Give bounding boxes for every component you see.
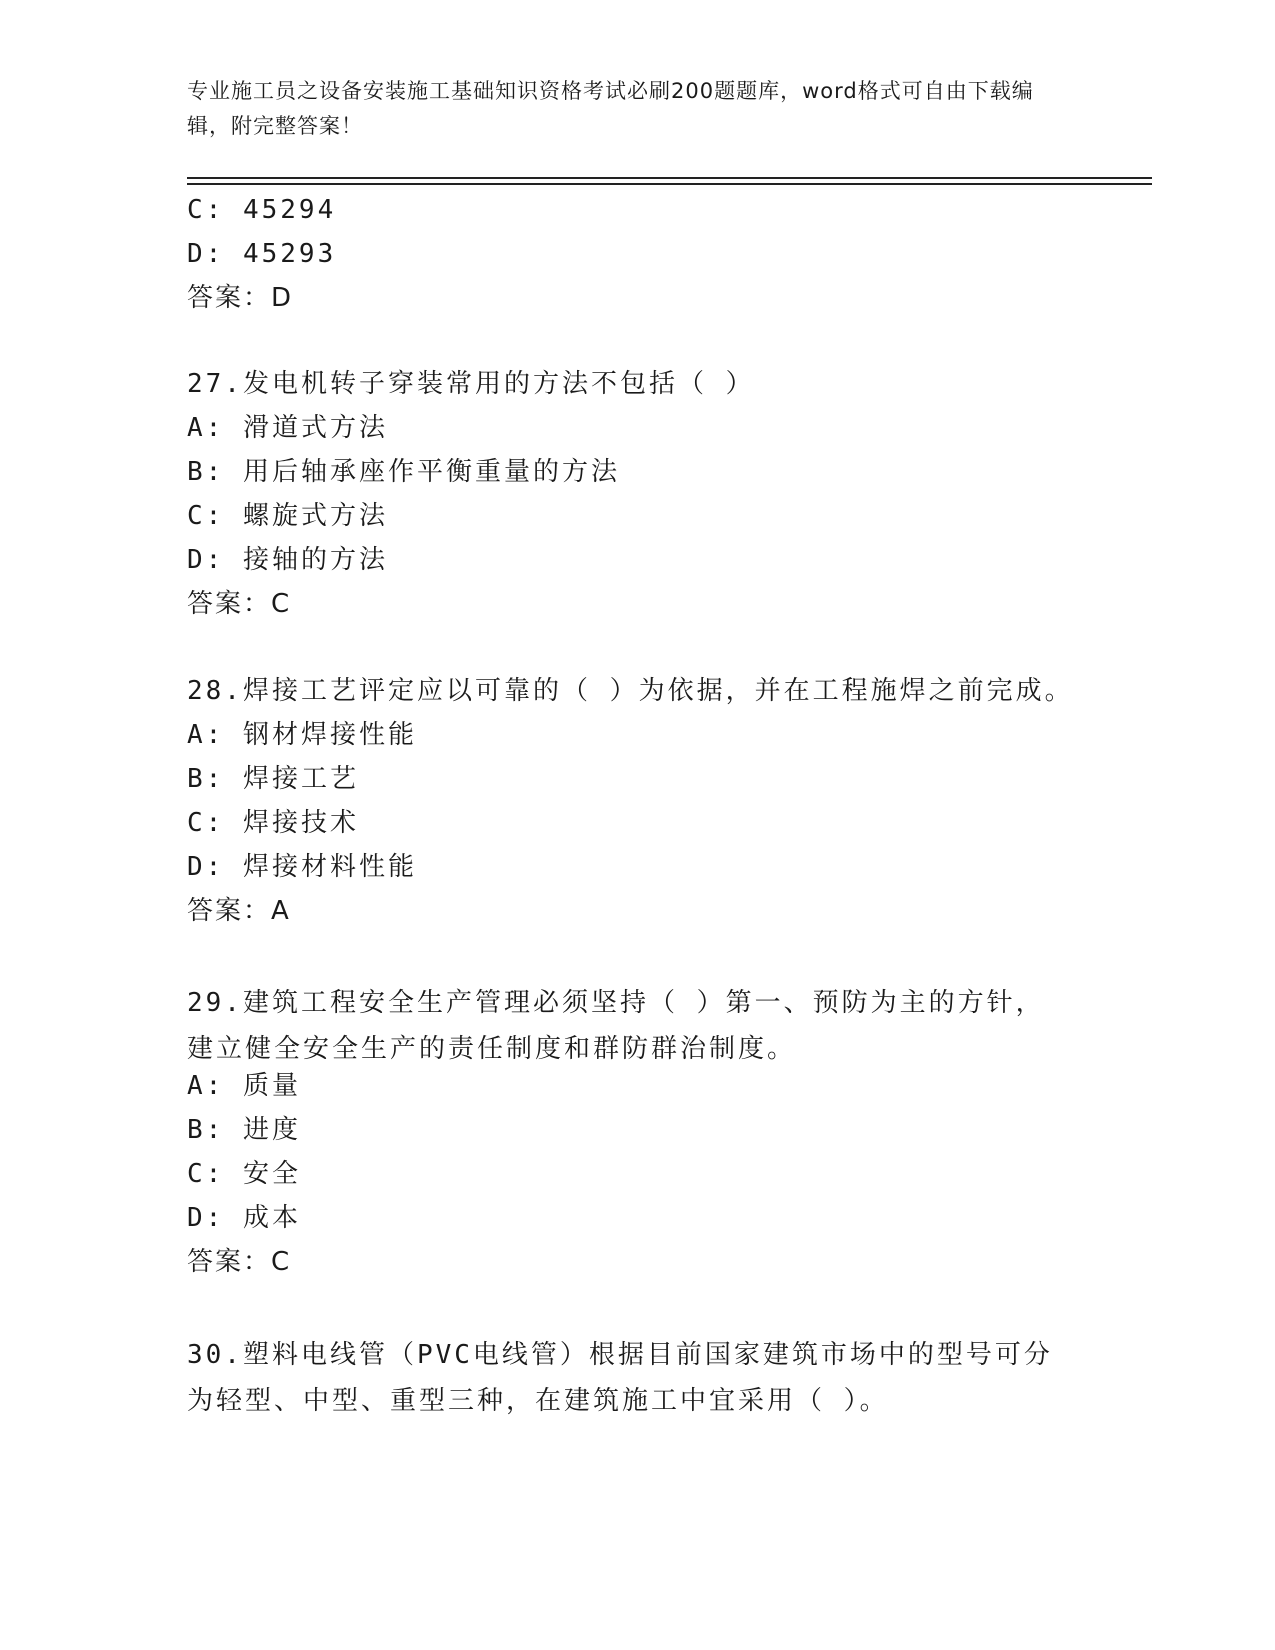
- q28-option-d: D: 焊接材料性能: [187, 852, 417, 882]
- q26-option-d: D: 45293: [187, 239, 337, 269]
- q26-option-c: C: 45294: [187, 195, 337, 225]
- q27-answer: 答案：C: [187, 589, 292, 619]
- q29-option-c: C: 安全: [187, 1159, 301, 1189]
- q29-question: 29.建筑工程安全生产管理必须坚持（ ）第一、预防为主的方针，建立健全安全生产的责任制度和群防群治制度。: [187, 988, 1045, 1064]
- q26-answer: 答案：D: [187, 283, 294, 313]
- q30-question: 30.塑料电线管（PVC电线管）根据目前国家建筑市场中的型号可分为轻型、中型、重型三种，在建筑施工中宜采用（ ）。: [187, 1340, 1053, 1416]
- q29-option-a: A: 质量: [187, 1071, 301, 1101]
- q28-answer: 答案：A: [187, 896, 291, 926]
- document-header: 专业施工员之设备安装施工基础知识资格考试必刷200题题库，word格式可自由下载编辑，附完整答案！: [187, 79, 1034, 138]
- q27-option-d: D: 接轴的方法: [187, 545, 388, 575]
- q28-option-a: A: 钢材焊接性能: [187, 720, 417, 750]
- q27-option-a: A: 滑道式方法: [187, 413, 388, 443]
- q27-option-c: C: 螺旋式方法: [187, 501, 388, 531]
- q28-option-b: B: 焊接工艺: [187, 764, 359, 794]
- q29-option-b: B: 进度: [187, 1115, 301, 1145]
- q27-option-b: B: 用后轴承座作平衡重量的方法: [187, 457, 620, 487]
- header-divider-bottom: [187, 183, 1152, 185]
- q28-option-c: C: 焊接技术: [187, 808, 359, 838]
- q28-question: 28.焊接工艺评定应以可靠的（ ）为依据，并在工程施焊之前完成。: [187, 676, 1074, 706]
- header-divider-top: [187, 177, 1152, 179]
- q29-answer: 答案：C: [187, 1247, 292, 1277]
- q29-option-d: D: 成本: [187, 1203, 301, 1233]
- q27-question: 27.发电机转子穿装常用的方法不包括（ ）: [187, 369, 755, 399]
